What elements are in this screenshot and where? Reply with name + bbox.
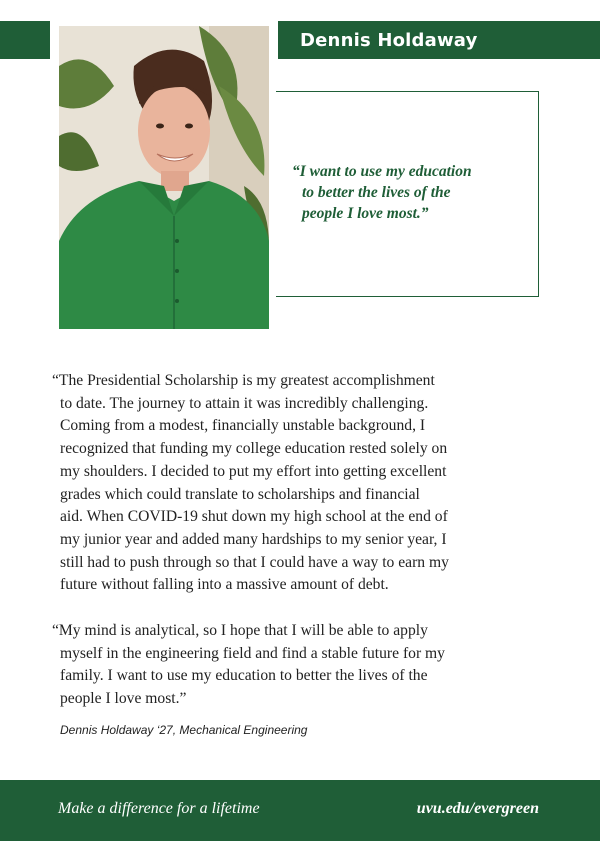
body-line: Coming from a modest, financially unstable background, I	[60, 417, 426, 435]
body-line: my junior year and added many hardships to my senior year, I	[60, 530, 447, 548]
footer-tagline: Make a difference for a lifetime	[58, 800, 260, 817]
body-paragraph-1	[52, 370, 552, 597]
student-photo	[59, 26, 269, 329]
body-line: myself in the engineering field and find a stable future for my	[60, 644, 445, 662]
body-line: people I love most.”	[60, 690, 187, 708]
pull-quote-line: people I love most.”	[302, 205, 429, 222]
pull-quote-line: to better the lives of the	[302, 184, 451, 201]
body-paragraph-2	[52, 620, 552, 711]
body-line: “The Presidential Scholarship is my greatest accomplishment	[52, 372, 435, 389]
body-line: family. I want to use my education to better the lives of the	[60, 667, 428, 685]
student-name: Dennis Holdaway	[300, 30, 478, 51]
body-line: “My mind is analytical, so I hope that I will be able to apply	[52, 622, 428, 639]
body-line: future without falling into a massive amount of debt.	[60, 576, 389, 594]
footer-url-link[interactable]: uvu.edu/evergreen	[416, 800, 539, 817]
body-line: recognized that funding my college education rested solely on	[60, 440, 448, 458]
body-line: still had to push through so that I could have a way to earn my	[60, 553, 449, 571]
body-line: grades which could translate to scholarships and financial	[60, 485, 420, 503]
body-line: my shoulders. I decided to put my effort into getting excellent	[60, 462, 447, 480]
attribution: Dennis Holdaway ‘27, Mechanical Engineering	[60, 723, 308, 737]
body-line: to date. The journey to attain it was incredibly challenging.	[60, 394, 429, 412]
pull-quote-line: “I want to use my education	[292, 163, 472, 180]
pull-quote	[292, 161, 532, 224]
body-line: aid. When COVID-19 shut down my high school at the end of	[60, 508, 448, 526]
